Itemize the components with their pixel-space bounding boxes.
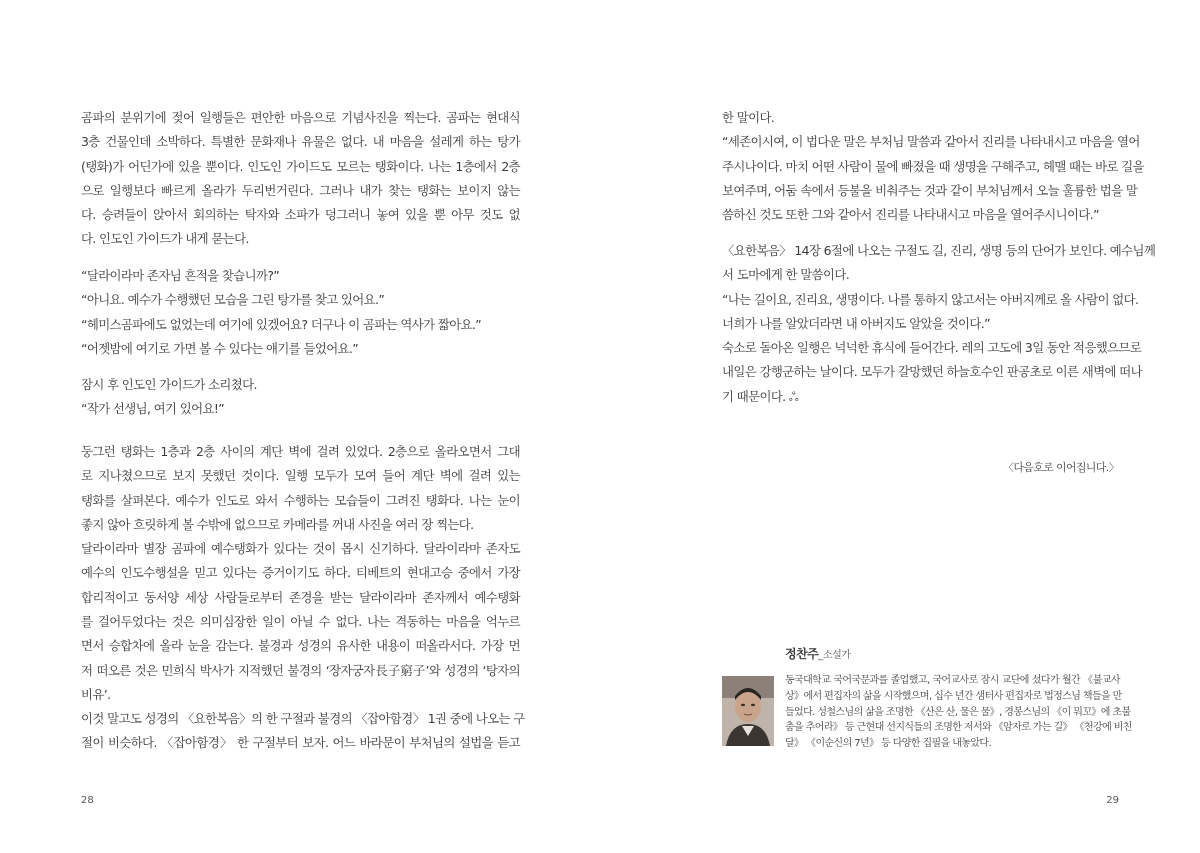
paragraph [81, 440, 520, 707]
text-line: 비유’. [81, 686, 111, 702]
text-line: 서 도마에게 한 말씀이다. [722, 267, 850, 283]
bio-line: 들었다. 성철스님의 삶을 조명한 《산은 산, 물은 물》, 경봉스님의 《이 뭐꼬》에 초불 [785, 706, 1131, 718]
author-portrait-image [722, 676, 774, 746]
text-line: 면서 승합차에 올라 눈을 감는다. 불경과 성경의 유사한 내용이 떠올라서다. 가장 먼 [81, 638, 520, 654]
text-line: 주시나이다. 마치 어떤 사람이 물에 빠졌을 때 생명을 구해주고, 헤맬 때는 바로 길을 [722, 158, 1144, 174]
text-line: 이것 말고도 성경의 〈요한복음〉의 한 구절과 불경의 〈잡아함경〉 1권 중에 나오는 구 [81, 711, 525, 726]
paragraph [722, 239, 1156, 409]
paragraph [81, 707, 525, 756]
text-line: 으로 일행보다 빠르게 올라가 두리번거린다. 그러나 내가 찾는 탱화는 보이지 않는 [81, 182, 520, 198]
text-line: 씀하신 것도 또한 그와 같아서 진리를 나타내시고 마음을 열어주시니이다.” [722, 207, 1099, 223]
author-photo [722, 676, 774, 746]
author-heading [785, 645, 851, 662]
paragraph [722, 106, 1144, 227]
author-role: _소설가 [818, 650, 851, 661]
text-line: 달라이라마 별장 곰파에 예수탱화가 있다는 것이 몹시 신기하다. 달라이라마 존자도 [81, 541, 520, 557]
text-line: 숙소로 돌아온 일행은 넉넉한 휴식에 들어간다. 레의 고도에 3일 동안 적응했으므로 [722, 340, 1142, 356]
page-number-right: 29 [1106, 795, 1119, 806]
continued-note: 〈다음호로 이어집니다.〉 [1003, 461, 1119, 474]
text-line: “나는 길이요, 진리요, 생명이다. 나를 통하지 않고서는 아버지께로 올 사람이 없다. [722, 291, 1139, 307]
text-line: 기 때문이다. ஃ [722, 388, 798, 404]
text-line: 〈요한복음〉 14장 6절에 나오는 구절도 길, 진리, 생명 등의 단어가 보인다. 예수님께 [722, 243, 1156, 258]
text-line: “작가 선생님, 여기 있어요!” [81, 401, 225, 417]
author-name: 정찬주 [785, 647, 819, 661]
text-line: 좋지 않아 흐릿하게 볼 수밖에 없으므로 카메라를 꺼내 사진을 여러 장 찍는다. [81, 516, 474, 532]
text-line: 곰파의 분위기에 젖어 일행들은 편안한 마음으로 기념사진을 찍는다. 곰파는 현대식 [81, 110, 520, 125]
page-number-left: 28 [81, 795, 94, 806]
text-line: “달라이라마 존자님 흔적을 찾습니까?” [81, 268, 280, 283]
text-line: 저 떠오른 것은 민희식 박사가 지적했던 불경의 ‘장자궁자長子窮子’와 성경의 ‘탕자의 [81, 662, 520, 678]
bio-line: 동국대학교 국어국문과를 졸업했고, 국어교사로 잠시 교단에 섰다가 월간 《불교사 [785, 675, 1120, 686]
paragraph [81, 373, 520, 422]
text-line: 너희가 나를 알았더라면 내 아버지도 알았을 것이다.” [722, 315, 990, 331]
text-line: “어젯밤에 여기로 가면 볼 수 있다는 얘기를 들었어요.” [81, 340, 359, 356]
text-line: 다. 인도인 가이드가 내게 묻는다. [81, 231, 249, 247]
text-line: 를 걸어두었다는 것은 의미심장한 일이 아닐 수 없다. 나는 격동하는 마음을 억누르 [81, 614, 520, 630]
text-line: 탱화를 살펴본다. 예수가 인도로 와서 수행하는 모습들이 그려진 탱화다. 나는 눈이 [81, 492, 520, 508]
text-line: 합리적이고 동서양 세상 사람들로부터 존경을 받는 달라이라마 존자께서 예수탱화 [81, 589, 520, 605]
text-line: 둥그런 탱화는 1층과 2층 사이의 계단 벽에 걸려 있었다. 2층으로 올라오면서 그대 [81, 444, 520, 459]
text-line: “세존이시여, 이 법다운 말은 부처님 말씀과 같아서 진리를 나타내시고 마음을 열어 [722, 134, 1140, 150]
text-line: 3층 건물인데 소박하다. 특별한 문화재나 유물은 없다. 내 마음을 설레게 하는 탕가 [81, 134, 520, 150]
text-line: “아니요. 예수가 수행했던 모습을 그린 탕가를 찾고 있어요.” [81, 292, 385, 308]
text-line: 한 말이다. [722, 110, 775, 125]
text-line: 보여주며, 어둠 속에서 등불을 비춰주는 것과 같이 부처님께서 오늘 훌륭한 법을 말 [722, 182, 1138, 198]
text-line: 잠시 후 인도인 가이드가 소리쳤다. [81, 377, 257, 392]
text-line: 내일은 강행군하는 날이다. 모두가 갈망했던 하늘호수인 판공초로 이른 새벽에 떠나 [722, 364, 1142, 380]
paragraph [81, 264, 520, 361]
text-line: 다. 승려들이 앉아서 회의하는 탁자와 소파가 덩그러니 놓여 있을 뿐 아무 것도 없 [81, 207, 520, 223]
right-page [600, 0, 1200, 853]
paragraph [81, 106, 520, 252]
text-line: 예수의 인도수행설을 믿고 있다는 증거이기도 하다. 티베트의 현대고승 중에서 가장 [81, 565, 520, 581]
text-line: 절이 비슷하다. 〈잡아함경〉 한 구절부터 보자. 어느 바라문이 부처님의 설법을 듣고 [81, 735, 520, 751]
bio-line: 춤을 추어라》 등 근현대 선지식들의 조명한 저서와 《암자로 가는 길》 《천강에 비친 [785, 722, 1132, 734]
text-line: 로 지나쳤으므로 보지 못했던 것이다. 일행 모두가 모여 들어 계단 벽에 걸려 있는 [81, 468, 520, 484]
author-bio [785, 673, 1132, 752]
text-line: (탱화)가 어딘가에 있을 뿐이다. 인도인 가이드도 모르는 탱화이다. 나는 1층에서 2층 [81, 158, 520, 174]
bio-line: 상》에서 편집자의 삶을 시작했으며, 십수 년간 샘터사 편집자로 법정스님 책들을 만 [785, 690, 1122, 702]
text-line: “헤미스곰파에도 없었는데 여기에 있겠어요? 더구나 이 곰파는 역사가 짧아요.” [81, 316, 482, 332]
bio-line: 달》 《이순신의 7년》 등 다양한 집필을 내놓았다. [785, 738, 992, 750]
